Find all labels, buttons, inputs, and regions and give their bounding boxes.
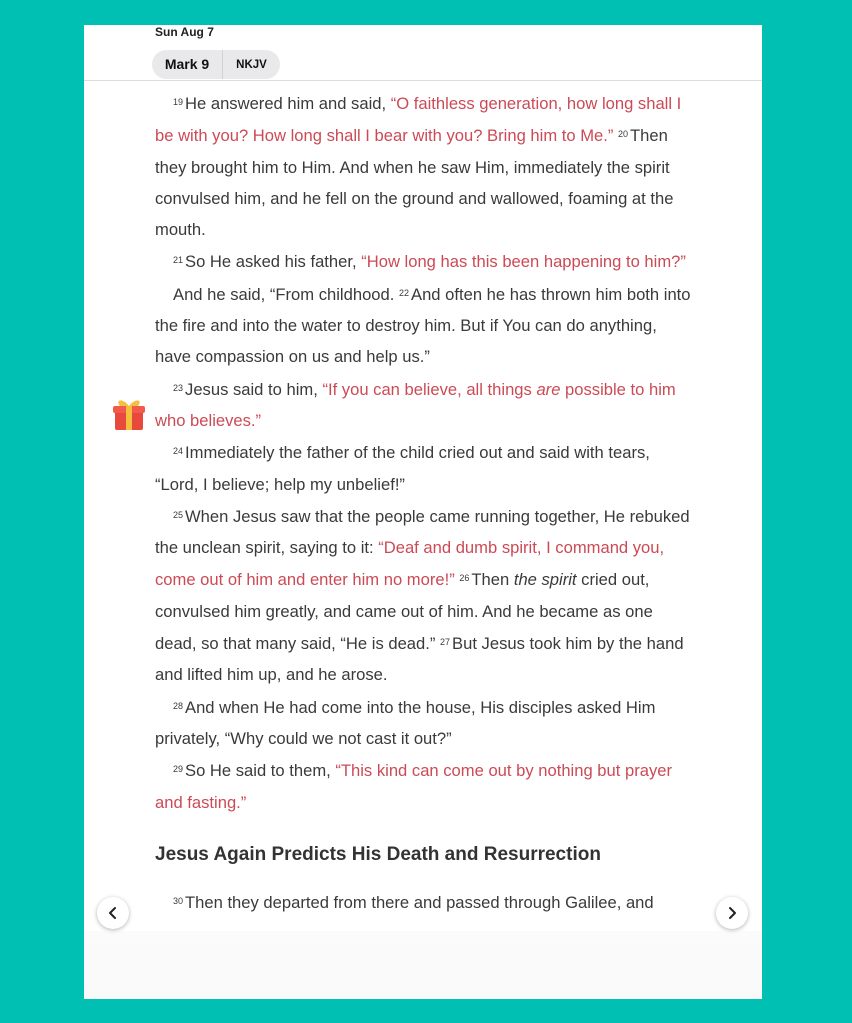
verse-text: Then <box>471 570 514 590</box>
paragraph <box>155 373 695 437</box>
verse-number[interactable]: 21 <box>173 255 184 266</box>
verse-text: Then they departed from there and passed through Galilee, and <box>185 892 654 912</box>
gift-icon[interactable] <box>112 397 146 431</box>
previous-chapter-button[interactable] <box>97 897 129 929</box>
italic-word: are <box>536 379 561 399</box>
verse-text: And he said, “From childhood. <box>173 284 399 304</box>
verse-number[interactable]: 19 <box>173 97 184 107</box>
verse-text: But Jesus took him by the hand and lifted him up, and he arose. <box>155 634 684 685</box>
verse-text: cried out, convulsed him greatly, and came out of him. And he became as one dead, so that many said, “He is dead.” <box>155 570 653 654</box>
verse-number[interactable]: 28 <box>173 700 184 711</box>
verse-text: Then they brought him to Him. And when he saw Him, immediately the spirit convulsed him, and he fell on the ground and wallowed, foaming at the mouth. <box>155 126 674 240</box>
words-of-christ: “How long has this been happening to him?” <box>361 252 686 272</box>
verse-number[interactable]: 22 <box>398 287 409 298</box>
paragraph <box>155 500 695 691</box>
paragraph <box>155 436 695 500</box>
verse-text: And often he has thrown him both into the fire and into the water to destroy him. But if You can do anything, have compassion on us and help us.” <box>155 284 691 367</box>
verse-number[interactable]: 25 <box>173 509 184 520</box>
verse-text: When Jesus saw that the people came running together, He rebuked the unclean spirit, saying to it: <box>155 506 690 558</box>
words-of-christ: “This kind can come out by nothing but prayer and fasting.” <box>155 761 673 812</box>
paragraph <box>155 754 695 818</box>
section-heading: Jesus Again Predicts His Death and Resurrection <box>155 843 601 865</box>
italic-words: the spirit <box>513 570 577 590</box>
words-of-christ: “Deaf and dumb spirit, I command you, come out of him and enter him no more!” <box>155 538 665 590</box>
chevron-left-icon <box>107 906 119 920</box>
verse-number[interactable]: 29 <box>173 764 184 775</box>
version-button[interactable]: NKJV <box>236 58 267 71</box>
verse-number[interactable]: 23 <box>173 382 184 393</box>
verse-number[interactable]: 27 <box>440 637 451 648</box>
verse-text: Immediately the father of the child cried out and said with tears, “Lord, I believe; help my unbelief!” <box>155 443 650 494</box>
verse-text: And when He had come into the house, His disciples asked Him privately, “Why could we not cast it out?” <box>155 697 656 748</box>
words-of-christ-part: “If you can believe, all things <box>322 379 537 399</box>
verse-number[interactable]: 26 <box>459 573 470 584</box>
verse-number[interactable]: 30 <box>173 895 184 906</box>
verse-text: Jesus said to him, <box>185 379 323 399</box>
chevron-right-icon <box>726 906 738 920</box>
bible-reader-screen <box>84 25 762 999</box>
verse-text: So He said to them, <box>185 761 336 781</box>
paragraph <box>155 87 695 245</box>
paragraph <box>155 245 695 277</box>
paragraph <box>155 691 695 755</box>
verse-text: So He asked his father, <box>185 252 362 272</box>
bottom-fade <box>84 931 762 999</box>
header-divider <box>84 80 762 81</box>
words-of-christ-part: possible to him who believes.” <box>155 379 676 430</box>
verse-number[interactable]: 24 <box>173 446 184 457</box>
status-date: Sun Aug 7 <box>155 25 214 39</box>
next-chapter-button[interactable] <box>716 897 748 929</box>
paragraph <box>155 278 695 373</box>
reference-selector <box>152 50 280 79</box>
paragraph <box>155 886 695 918</box>
verse-number[interactable]: 20 <box>618 129 629 140</box>
words-of-christ: “O faithless generation, how long shall I be with you? How long shall I bear with you? Bring him to Me.” <box>155 94 682 146</box>
verse-text: He answered him and said, <box>185 94 391 113</box>
chapter-text <box>155 87 695 918</box>
book-chapter-button[interactable]: Mark 9 <box>152 50 223 79</box>
